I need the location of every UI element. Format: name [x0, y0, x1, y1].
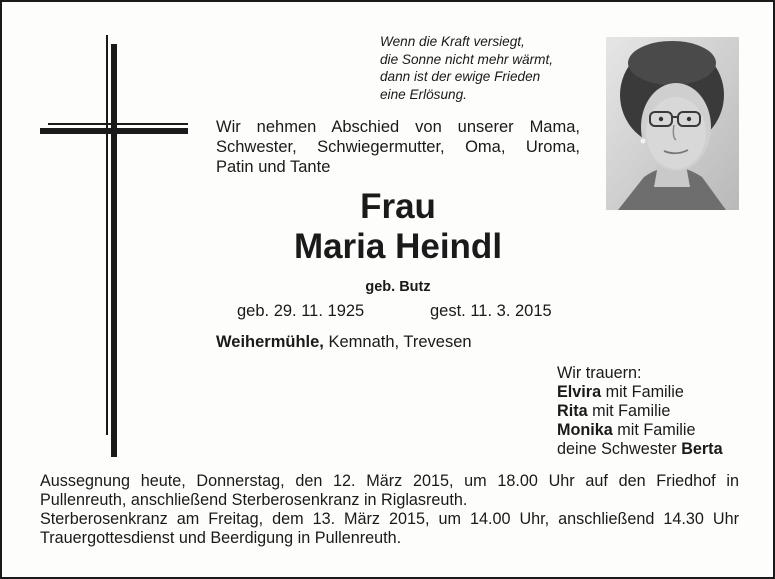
service-line: Pullenreuth, anschließend Sterberosenkranz in Riglasreuth. [40, 491, 468, 509]
mourner-suffix: mit Familie [587, 402, 671, 420]
poem-line: die Sonne nicht mehr wärmt, [380, 51, 554, 67]
intro-line: Wir nehmen Abschied von unserer Mama, [216, 118, 580, 136]
mourner-suffix: mit Familie [601, 383, 684, 401]
mourner-entry [557, 402, 723, 421]
service-line: Trauergottesdienst und Beerdigung in Pullenreuth. [40, 529, 402, 547]
cross-vertical-thin-bar [106, 35, 108, 435]
mourner-name: Monika [557, 421, 613, 439]
maiden-name: geb. Butz [365, 279, 431, 295]
sister-prefix: deine Schwester [557, 440, 682, 458]
intro-line: Schwester, Schwiegermutter, Oma, Uroma, [216, 138, 580, 156]
place-primary: Weihermühle, [216, 333, 324, 351]
place-others: Kemnath, Trevesen [323, 333, 472, 351]
poem-line: Wenn die Kraft versiegt, [380, 34, 525, 49]
mourner-entry [557, 383, 723, 402]
service-line: Aussegnung heute, Donnerstag, den 12. März 2015, um 18.00 Uhr auf den Friedhof in [40, 472, 739, 490]
deceased-name: Maria Heindl [293, 227, 503, 266]
poem [380, 33, 595, 103]
poem-line: dann ist der ewige Frieden [380, 69, 541, 85]
cross-vertical-bar [111, 44, 117, 457]
sister-name: Berta [681, 440, 723, 458]
mourners-heading: Wir trauern: [557, 364, 642, 382]
farewell-intro [216, 117, 580, 177]
intro-line: Patin und Tante [216, 158, 331, 176]
birth-date: geb. 29. 11. 1925 [237, 302, 365, 320]
service-info [40, 472, 739, 548]
cross-horizontal-thin-bar [48, 123, 188, 125]
place-line [216, 333, 472, 352]
title-prefix: Frau [360, 187, 436, 226]
mourner-suffix: mit Familie [612, 421, 696, 439]
mourner-name: Elvira [557, 383, 602, 401]
poem-line: eine Erlösung. [380, 86, 467, 102]
mourner-entry [557, 421, 723, 440]
service-line: Sterberosenkranz am Freitag, dem 13. März 2015, um 14.00 Uhr, anschließend 14.30 Uhr [40, 510, 739, 528]
mourner-entry [557, 440, 723, 459]
portrait-photo-image [606, 37, 739, 210]
portrait-photo [606, 37, 739, 210]
mourner-name: Rita [557, 402, 588, 420]
death-date: gest. 11. 3. 2015 [430, 302, 552, 320]
cross-horizontal-bar [40, 128, 188, 134]
mourners-block [557, 364, 723, 459]
